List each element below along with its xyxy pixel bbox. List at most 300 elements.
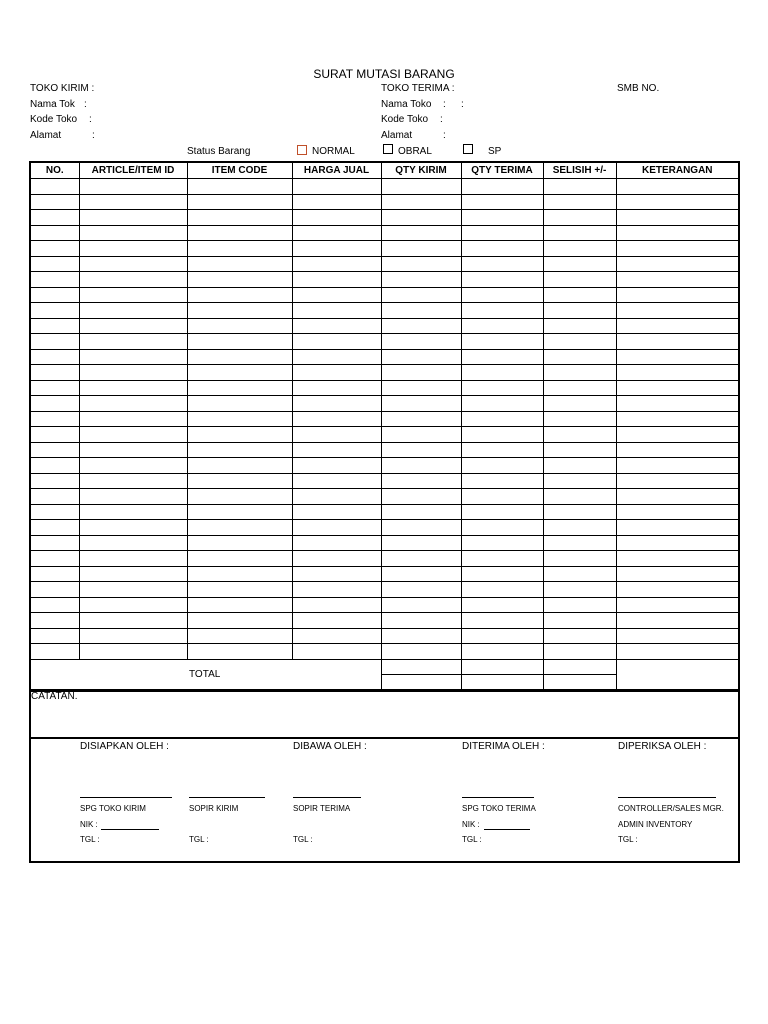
prepared-nik-line[interactable] bbox=[101, 829, 159, 830]
cell-no[interactable] bbox=[30, 349, 79, 365]
cell-qty-kirim[interactable] bbox=[381, 427, 461, 443]
cell-item-code[interactable] bbox=[187, 303, 292, 319]
cell-selisih[interactable] bbox=[543, 349, 616, 365]
cell-no[interactable] bbox=[30, 613, 79, 629]
cell-qty-terima[interactable] bbox=[461, 613, 543, 629]
cell-harga-jual[interactable] bbox=[292, 427, 381, 443]
cell-item-code[interactable] bbox=[187, 535, 292, 551]
cell-item-code[interactable] bbox=[187, 179, 292, 195]
cell-selisih[interactable] bbox=[543, 427, 616, 443]
cell-article-id[interactable] bbox=[79, 194, 187, 210]
cell-harga-jual[interactable] bbox=[292, 179, 381, 195]
cell-keterangan[interactable] bbox=[616, 551, 739, 567]
cell-qty-terima[interactable] bbox=[461, 334, 543, 350]
cell-qty-kirim[interactable] bbox=[381, 411, 461, 427]
cell-item-code[interactable] bbox=[187, 473, 292, 489]
cell-no[interactable] bbox=[30, 551, 79, 567]
cell-selisih[interactable] bbox=[543, 241, 616, 257]
cell-harga-jual[interactable] bbox=[292, 458, 381, 474]
cell-harga-jual[interactable] bbox=[292, 520, 381, 536]
total-qty-terima-cell[interactable] bbox=[461, 659, 543, 675]
cell-qty-kirim[interactable] bbox=[381, 597, 461, 613]
cell-article-id[interactable] bbox=[79, 442, 187, 458]
cell-harga-jual[interactable] bbox=[292, 442, 381, 458]
cell-item-code[interactable] bbox=[187, 272, 292, 288]
cell-no[interactable] bbox=[30, 644, 79, 660]
cell-qty-terima[interactable] bbox=[461, 597, 543, 613]
cell-item-code[interactable] bbox=[187, 644, 292, 660]
cell-selisih[interactable] bbox=[543, 411, 616, 427]
cell-no[interactable] bbox=[30, 194, 79, 210]
total-label: TOTAL bbox=[30, 659, 381, 691]
prepared-by-title: DISIAPKAN OLEH : bbox=[80, 741, 169, 752]
status-barang-label: Status Barang bbox=[187, 146, 251, 157]
driver-terima-role: SOPIR TERIMA bbox=[293, 804, 351, 813]
cell-article-id[interactable] bbox=[79, 272, 187, 288]
cell-harga-jual[interactable] bbox=[292, 318, 381, 334]
cell-qty-terima[interactable] bbox=[461, 256, 543, 272]
cell-no[interactable] bbox=[30, 256, 79, 272]
cell-article-id[interactable] bbox=[79, 303, 187, 319]
cell-item-code[interactable] bbox=[187, 241, 292, 257]
cell-selisih[interactable] bbox=[543, 179, 616, 195]
cell-no[interactable] bbox=[30, 489, 79, 505]
table-row bbox=[30, 535, 739, 551]
cell-selisih[interactable] bbox=[543, 644, 616, 660]
cell-qty-terima[interactable] bbox=[461, 287, 543, 303]
cell-selisih[interactable] bbox=[543, 287, 616, 303]
cell-keterangan[interactable] bbox=[616, 489, 739, 505]
cell-article-id[interactable] bbox=[79, 504, 187, 520]
cell-qty-terima[interactable] bbox=[461, 644, 543, 660]
cell-harga-jual[interactable] bbox=[292, 473, 381, 489]
total-keterangan-cell[interactable] bbox=[616, 659, 739, 691]
cell-qty-terima[interactable] bbox=[461, 194, 543, 210]
cell-no[interactable] bbox=[30, 210, 79, 226]
cell-keterangan[interactable] bbox=[616, 318, 739, 334]
cell-article-id[interactable] bbox=[79, 458, 187, 474]
cell-item-code[interactable] bbox=[187, 597, 292, 613]
cell-qty-terima[interactable] bbox=[461, 427, 543, 443]
cell-qty-kirim[interactable] bbox=[381, 287, 461, 303]
total-qty-kirim-cell[interactable] bbox=[381, 659, 461, 675]
cell-keterangan[interactable] bbox=[616, 396, 739, 412]
cell-article-id[interactable] bbox=[79, 613, 187, 629]
cell-no[interactable] bbox=[30, 272, 79, 288]
cell-article-id[interactable] bbox=[79, 349, 187, 365]
cell-harga-jual[interactable] bbox=[292, 194, 381, 210]
status-obral-label: OBRAL bbox=[398, 146, 432, 157]
cell-harga-jual[interactable] bbox=[292, 380, 381, 396]
receiver-alamat-label: Alamat bbox=[381, 130, 413, 141]
cell-harga-jual[interactable] bbox=[292, 241, 381, 257]
cell-qty-terima[interactable] bbox=[461, 489, 543, 505]
cell-article-id[interactable] bbox=[79, 535, 187, 551]
cell-article-id[interactable] bbox=[79, 520, 187, 536]
status-sp-checkbox[interactable] bbox=[463, 144, 473, 154]
cell-qty-kirim[interactable] bbox=[381, 210, 461, 226]
cell-qty-terima[interactable] bbox=[461, 442, 543, 458]
cell-item-code[interactable] bbox=[187, 318, 292, 334]
cell-keterangan[interactable] bbox=[616, 473, 739, 489]
cell-qty-kirim[interactable] bbox=[381, 256, 461, 272]
cell-qty-terima[interactable] bbox=[461, 179, 543, 195]
cell-item-code[interactable] bbox=[187, 210, 292, 226]
cell-no[interactable] bbox=[30, 520, 79, 536]
status-obral-checkbox[interactable] bbox=[383, 144, 393, 154]
cell-no[interactable] bbox=[30, 225, 79, 241]
table-row bbox=[30, 427, 739, 443]
cell-harga-jual[interactable] bbox=[292, 365, 381, 381]
smb-no-label: SMB NO. bbox=[617, 83, 660, 94]
table-row bbox=[30, 210, 739, 226]
cell-item-code[interactable] bbox=[187, 504, 292, 520]
cell-qty-kirim[interactable] bbox=[381, 489, 461, 505]
cell-qty-terima[interactable] bbox=[461, 458, 543, 474]
cell-item-code[interactable] bbox=[187, 442, 292, 458]
checked-role-2: ADMIN INVENTORY bbox=[618, 820, 693, 829]
cell-no[interactable] bbox=[30, 582, 79, 598]
cell-keterangan[interactable] bbox=[616, 349, 739, 365]
cell-selisih[interactable] bbox=[543, 473, 616, 489]
cell-item-code[interactable] bbox=[187, 427, 292, 443]
cell-qty-terima[interactable] bbox=[461, 365, 543, 381]
cell-qty-kirim[interactable] bbox=[381, 179, 461, 195]
col-header-no: NO. bbox=[30, 162, 79, 179]
cell-selisih[interactable] bbox=[543, 396, 616, 412]
cell-qty-terima[interactable] bbox=[461, 411, 543, 427]
cell-qty-kirim[interactable] bbox=[381, 334, 461, 350]
cell-no[interactable] bbox=[30, 411, 79, 427]
cell-harga-jual[interactable] bbox=[292, 349, 381, 365]
cell-qty-kirim[interactable] bbox=[381, 566, 461, 582]
cell-qty-kirim[interactable] bbox=[381, 241, 461, 257]
cell-selisih[interactable] bbox=[543, 597, 616, 613]
table-row bbox=[30, 396, 739, 412]
cell-qty-terima[interactable] bbox=[461, 473, 543, 489]
cell-item-code[interactable] bbox=[187, 365, 292, 381]
cell-no[interactable] bbox=[30, 241, 79, 257]
prepared-tgl-label: TGL : bbox=[80, 835, 100, 844]
cell-keterangan[interactable] bbox=[616, 380, 739, 396]
cell-article-id[interactable] bbox=[79, 489, 187, 505]
cell-article-id[interactable] bbox=[79, 334, 187, 350]
cell-article-id[interactable] bbox=[79, 597, 187, 613]
cell-keterangan[interactable] bbox=[616, 272, 739, 288]
cell-keterangan[interactable] bbox=[616, 411, 739, 427]
cell-selisih[interactable] bbox=[543, 582, 616, 598]
cell-keterangan[interactable] bbox=[616, 194, 739, 210]
cell-item-code[interactable] bbox=[187, 582, 292, 598]
cell-harga-jual[interactable] bbox=[292, 613, 381, 629]
cell-qty-kirim[interactable] bbox=[381, 194, 461, 210]
cell-qty-kirim[interactable] bbox=[381, 551, 461, 567]
sender-kode-colon: : bbox=[89, 114, 92, 125]
cell-keterangan[interactable] bbox=[616, 365, 739, 381]
cell-selisih[interactable] bbox=[543, 520, 616, 536]
cell-selisih[interactable] bbox=[543, 210, 616, 226]
cell-qty-kirim[interactable] bbox=[381, 520, 461, 536]
col-header-qty-kirim: QTY KIRIM bbox=[381, 162, 461, 179]
cell-keterangan[interactable] bbox=[616, 256, 739, 272]
cell-no[interactable] bbox=[30, 504, 79, 520]
cell-harga-jual[interactable] bbox=[292, 334, 381, 350]
status-normal-checkbox[interactable] bbox=[297, 145, 307, 155]
cell-item-code[interactable] bbox=[187, 566, 292, 582]
cell-selisih[interactable] bbox=[543, 442, 616, 458]
cell-selisih[interactable] bbox=[543, 628, 616, 644]
cell-article-id[interactable] bbox=[79, 628, 187, 644]
cell-qty-terima[interactable] bbox=[461, 318, 543, 334]
cell-qty-terima[interactable] bbox=[461, 210, 543, 226]
cell-no[interactable] bbox=[30, 318, 79, 334]
cell-item-code[interactable] bbox=[187, 520, 292, 536]
driver-kirim-signature-line bbox=[189, 797, 265, 798]
cell-keterangan[interactable] bbox=[616, 427, 739, 443]
cell-qty-terima[interactable] bbox=[461, 225, 543, 241]
table-row bbox=[30, 411, 739, 427]
cell-harga-jual[interactable] bbox=[292, 396, 381, 412]
cell-qty-kirim[interactable] bbox=[381, 504, 461, 520]
cell-qty-kirim[interactable] bbox=[381, 613, 461, 629]
received-nik-line[interactable] bbox=[484, 829, 530, 830]
cell-harga-jual[interactable] bbox=[292, 489, 381, 505]
cell-keterangan[interactable] bbox=[616, 179, 739, 195]
cell-qty-terima[interactable] bbox=[461, 396, 543, 412]
cell-harga-jual[interactable] bbox=[292, 535, 381, 551]
received-role: SPG TOKO TERIMA bbox=[462, 804, 536, 813]
cell-selisih[interactable] bbox=[543, 318, 616, 334]
received-by-title: DITERIMA OLEH : bbox=[462, 741, 545, 752]
table-row bbox=[30, 597, 739, 613]
cell-keterangan[interactable] bbox=[616, 597, 739, 613]
cell-qty-kirim[interactable] bbox=[381, 365, 461, 381]
cell-harga-jual[interactable] bbox=[292, 566, 381, 582]
cell-qty-terima[interactable] bbox=[461, 628, 543, 644]
cell-no[interactable] bbox=[30, 380, 79, 396]
cell-qty-terima[interactable] bbox=[461, 520, 543, 536]
cell-keterangan[interactable] bbox=[616, 303, 739, 319]
cell-harga-jual[interactable] bbox=[292, 644, 381, 660]
cell-qty-kirim[interactable] bbox=[381, 380, 461, 396]
cell-qty-terima[interactable] bbox=[461, 535, 543, 551]
col-header-qty-terima: QTY TERIMA bbox=[461, 162, 543, 179]
cell-no[interactable] bbox=[30, 597, 79, 613]
cell-selisih[interactable] bbox=[543, 535, 616, 551]
cell-qty-kirim[interactable] bbox=[381, 473, 461, 489]
cell-no[interactable] bbox=[30, 287, 79, 303]
cell-no[interactable] bbox=[30, 365, 79, 381]
cell-keterangan[interactable] bbox=[616, 582, 739, 598]
received-signature-line bbox=[462, 797, 534, 798]
cell-harga-jual[interactable] bbox=[292, 225, 381, 241]
cell-keterangan[interactable] bbox=[616, 287, 739, 303]
cell-article-id[interactable] bbox=[79, 318, 187, 334]
cell-article-id[interactable] bbox=[79, 225, 187, 241]
cell-harga-jual[interactable] bbox=[292, 504, 381, 520]
cell-no[interactable] bbox=[30, 473, 79, 489]
cell-article-id[interactable] bbox=[79, 380, 187, 396]
cell-item-code[interactable] bbox=[187, 396, 292, 412]
cell-qty-terima[interactable] bbox=[461, 303, 543, 319]
cell-no[interactable] bbox=[30, 566, 79, 582]
cell-qty-kirim[interactable] bbox=[381, 442, 461, 458]
cell-article-id[interactable] bbox=[79, 241, 187, 257]
cell-selisih[interactable] bbox=[543, 489, 616, 505]
table-row bbox=[30, 458, 739, 474]
cell-qty-kirim[interactable] bbox=[381, 644, 461, 660]
cell-selisih[interactable] bbox=[543, 566, 616, 582]
cell-article-id[interactable] bbox=[79, 210, 187, 226]
cell-keterangan[interactable] bbox=[616, 566, 739, 582]
cell-item-code[interactable] bbox=[187, 551, 292, 567]
cell-article-id[interactable] bbox=[79, 551, 187, 567]
cell-harga-jual[interactable] bbox=[292, 256, 381, 272]
table-row bbox=[30, 582, 739, 598]
cell-qty-terima[interactable] bbox=[461, 551, 543, 567]
cell-selisih[interactable] bbox=[543, 225, 616, 241]
cell-harga-jual[interactable] bbox=[292, 411, 381, 427]
table-row bbox=[30, 225, 739, 241]
cell-qty-terima[interactable] bbox=[461, 349, 543, 365]
cell-qty-terima[interactable] bbox=[461, 566, 543, 582]
cell-no[interactable] bbox=[30, 442, 79, 458]
cell-qty-kirim[interactable] bbox=[381, 458, 461, 474]
cell-selisih[interactable] bbox=[543, 256, 616, 272]
cell-selisih[interactable] bbox=[543, 194, 616, 210]
cell-qty-terima[interactable] bbox=[461, 582, 543, 598]
cell-harga-jual[interactable] bbox=[292, 597, 381, 613]
cell-article-id[interactable] bbox=[79, 287, 187, 303]
cell-harga-jual[interactable] bbox=[292, 628, 381, 644]
cell-harga-jual[interactable] bbox=[292, 210, 381, 226]
cell-no[interactable] bbox=[30, 179, 79, 195]
cell-item-code[interactable] bbox=[187, 380, 292, 396]
receiver-nama-colon-1: : bbox=[443, 99, 446, 110]
cell-selisih[interactable] bbox=[543, 458, 616, 474]
cell-article-id[interactable] bbox=[79, 582, 187, 598]
cell-keterangan[interactable] bbox=[616, 535, 739, 551]
cell-selisih[interactable] bbox=[543, 380, 616, 396]
cell-qty-kirim[interactable] bbox=[381, 582, 461, 598]
cell-no[interactable] bbox=[30, 303, 79, 319]
cell-item-code[interactable] bbox=[187, 334, 292, 350]
cell-selisih[interactable] bbox=[543, 551, 616, 567]
cell-keterangan[interactable] bbox=[616, 504, 739, 520]
cell-no[interactable] bbox=[30, 427, 79, 443]
cell-selisih[interactable] bbox=[543, 303, 616, 319]
cell-article-id[interactable] bbox=[79, 365, 187, 381]
cell-qty-terima[interactable] bbox=[461, 380, 543, 396]
receiver-kode-colon: : bbox=[440, 114, 443, 125]
cell-article-id[interactable] bbox=[79, 256, 187, 272]
cell-article-id[interactable] bbox=[79, 427, 187, 443]
cell-harga-jual[interactable] bbox=[292, 303, 381, 319]
cell-qty-kirim[interactable] bbox=[381, 318, 461, 334]
cell-keterangan[interactable] bbox=[616, 628, 739, 644]
cell-item-code[interactable] bbox=[187, 628, 292, 644]
cell-qty-kirim[interactable] bbox=[381, 303, 461, 319]
cell-item-code[interactable] bbox=[187, 349, 292, 365]
notes-box[interactable] bbox=[29, 689, 740, 739]
cell-article-id[interactable] bbox=[79, 179, 187, 195]
cell-harga-jual[interactable] bbox=[292, 551, 381, 567]
cell-harga-jual[interactable] bbox=[292, 582, 381, 598]
cell-qty-kirim[interactable] bbox=[381, 396, 461, 412]
total-selisih-cell[interactable] bbox=[543, 659, 616, 675]
cell-selisih[interactable] bbox=[543, 365, 616, 381]
status-sp-label: SP bbox=[488, 146, 502, 157]
cell-keterangan[interactable] bbox=[616, 225, 739, 241]
driver-kirim-tgl-label: TGL : bbox=[189, 835, 209, 844]
cell-qty-kirim[interactable] bbox=[381, 628, 461, 644]
col-header-harga-jual: HARGA JUAL bbox=[292, 162, 381, 179]
cell-keterangan[interactable] bbox=[616, 613, 739, 629]
cell-item-code[interactable] bbox=[187, 613, 292, 629]
cell-harga-jual[interactable] bbox=[292, 272, 381, 288]
table-row bbox=[30, 613, 739, 629]
cell-no[interactable] bbox=[30, 535, 79, 551]
cell-keterangan[interactable] bbox=[616, 442, 739, 458]
cell-article-id[interactable] bbox=[79, 644, 187, 660]
cell-keterangan[interactable] bbox=[616, 458, 739, 474]
cell-item-code[interactable] bbox=[187, 287, 292, 303]
cell-qty-kirim[interactable] bbox=[381, 535, 461, 551]
cell-selisih[interactable] bbox=[543, 334, 616, 350]
cell-keterangan[interactable] bbox=[616, 241, 739, 257]
table-row bbox=[30, 551, 739, 567]
cell-keterangan[interactable] bbox=[616, 210, 739, 226]
prepared-nik-label: NIK : bbox=[80, 820, 98, 829]
cell-item-code[interactable] bbox=[187, 458, 292, 474]
cell-qty-kirim[interactable] bbox=[381, 349, 461, 365]
cell-article-id[interactable] bbox=[79, 566, 187, 582]
toko-kirim-label: TOKO KIRIM : bbox=[30, 83, 95, 94]
receiver-kode-toko-label: Kode Toko bbox=[381, 114, 429, 125]
table-row bbox=[30, 287, 739, 303]
cell-qty-terima[interactable] bbox=[461, 241, 543, 257]
driver-terima-signature-line bbox=[293, 797, 361, 798]
cell-no[interactable] bbox=[30, 396, 79, 412]
cell-qty-terima[interactable] bbox=[461, 272, 543, 288]
cell-item-code[interactable] bbox=[187, 225, 292, 241]
table-row bbox=[30, 241, 739, 257]
cell-harga-jual[interactable] bbox=[292, 287, 381, 303]
cell-item-code[interactable] bbox=[187, 256, 292, 272]
cell-item-code[interactable] bbox=[187, 194, 292, 210]
cell-qty-terima[interactable] bbox=[461, 504, 543, 520]
cell-keterangan[interactable] bbox=[616, 520, 739, 536]
cell-keterangan[interactable] bbox=[616, 644, 739, 660]
cell-no[interactable] bbox=[30, 334, 79, 350]
cell-keterangan[interactable] bbox=[616, 334, 739, 350]
cell-article-id[interactable] bbox=[79, 411, 187, 427]
cell-selisih[interactable] bbox=[543, 272, 616, 288]
sender-nama-colon: : bbox=[84, 99, 87, 110]
cell-qty-kirim[interactable] bbox=[381, 272, 461, 288]
receiver-nama-colon-2: : bbox=[461, 99, 464, 110]
cell-no[interactable] bbox=[30, 458, 79, 474]
cell-item-code[interactable] bbox=[187, 411, 292, 427]
cell-no[interactable] bbox=[30, 628, 79, 644]
cell-selisih[interactable] bbox=[543, 613, 616, 629]
cell-item-code[interactable] bbox=[187, 489, 292, 505]
cell-qty-kirim[interactable] bbox=[381, 225, 461, 241]
cell-article-id[interactable] bbox=[79, 396, 187, 412]
cell-selisih[interactable] bbox=[543, 504, 616, 520]
cell-article-id[interactable] bbox=[79, 473, 187, 489]
table-header-row bbox=[30, 162, 739, 179]
